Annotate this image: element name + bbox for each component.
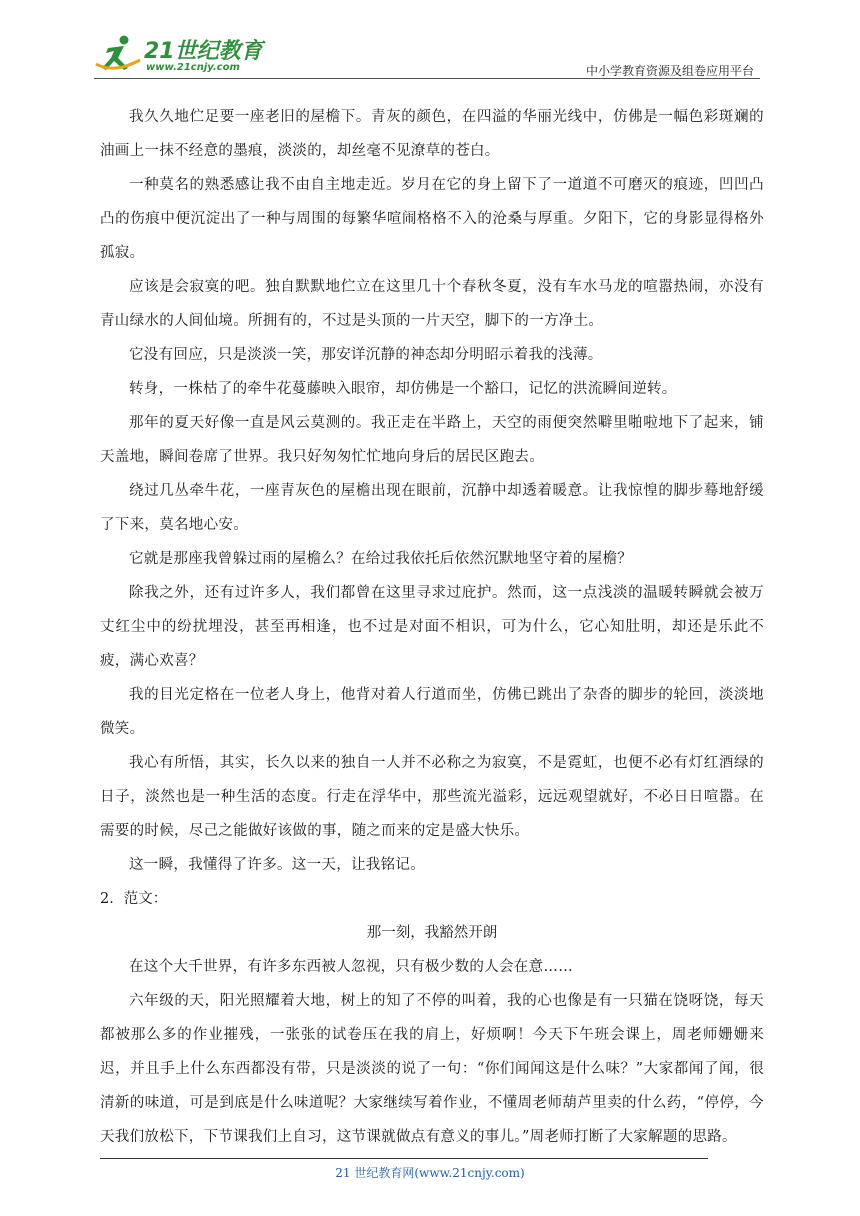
paragraph: 那年的夏天好像一直是风云莫测的。我正走在半路上，天空的雨便突然噼里啪啦地下了起来，铺天盖地，瞬间卷席了世界。我只好匆匆忙忙地向身后的居民区跑去。 [100,415,764,465]
header-divider [94,78,760,79]
paragraph: 我久久地伫足要一座老旧的屋檐下。青灰的颜色，在四溢的华丽光线中，仿佛是一幅色彩斑斓的油画上一抹不经意的墨痕，淡淡的，却丝毫不见潦草的苍白。 [100,109,764,159]
platform-name: 中小学教育资源及组卷应用平台 [585,64,754,78]
paragraph: 六年级的天，阳光照耀着大地，树上的知了不停的叫着，我的心也像是有一只猫在饶呀饶，每天都被那么多的作业摧残，一张张的试卷压在我的肩上，好烦啊！今天下午班会课上，周老师姗姗来迟，并且手上什么东西都没有带，只是淡淡的说了一句：“你们闻闻这是什么味？”大家都闻了闻，很清新的味道，可是到底是什么味道呢？大家继续写着作业，不懂周老师葫芦里卖的什么药，“停停，今天我们放松下，下节课我们上自习，这节课就做点有意义的事儿。”周老师打断了大家解题的思路。 [100,993,764,1145]
footer-divider [100,1158,708,1159]
essay-title: 那一刻，我豁然开朗 [366,925,498,941]
runner-logo-icon [94,34,142,74]
logo-title: 21世纪教育 [144,39,263,64]
logo [94,28,294,78]
logo-url: www.21cnjy.com [146,62,240,73]
page-footer: 21 世纪教育网(www.21cnjy.com) [335,1166,525,1180]
page-header [94,28,760,80]
paragraph: 在这个大千世界，有许多东西被人忽视，只有极少数的人会在意…… [129,959,573,975]
paragraph: 应该是会寂寞的吧。独自默默地伫立在这里几十个春秋冬夏，没有车水马龙的喧嚣热闹，亦没有青山绿水的人间仙境。所拥有的，不过是头顶的一片天空，脚下的一方净土。 [100,279,764,329]
paragraph: 一种莫名的熟悉感让我不由自主地走近。岁月在它的身上留下了一道道不可磨灭的痕迹，凹凹凸凸的伤痕中便沉淀出了一种与周围的每繁华喧闹格格不入的沧桑与厚重。夕阳下，它的身影显得格外孤寂。 [100,177,764,261]
document-body [100,100,764,1154]
item-label: 2．范文： [100,891,168,907]
paragraph: 它就是那座我曾躲过雨的屋檐么？在给过我依托后依然沉默地坚守着的屋檐？ [129,551,633,567]
paragraph: 除我之外，还有过许多人，我们都曾在这里寻求过庇护。然而，这一点浅淡的温暖转瞬就会被万丈红尘中的纷扰埋没，甚至再相逢，也不过是对面不相识，可为什么，它心知肚明，却还是乐此不疲，满心欢喜？ [100,585,764,669]
paragraph: 它没有回应，只是淡淡一笑，那安详沉静的神态却分明昭示着我的浅薄。 [129,347,603,363]
paragraph: 绕过几丛牵牛花，一座青灰色的屋檐出现在眼前，沉静中却透着暖意。让我惊惶的脚步蓦地舒缓了下来，莫名地心安。 [100,483,764,533]
paragraph: 我的目光定格在一位老人身上，他背对着人行道而坐，仿佛已跳出了杂沓的脚步的轮回，淡淡地微笑。 [100,687,764,737]
paragraph: 转身，一株枯了的牵牛花蔓藤映入眼帘，却仿佛是一个豁口，记忆的洪流瞬间逆转。 [129,381,677,397]
paragraph: 这一瞬，我懂得了许多。这一天，让我铭记。 [129,857,425,873]
paragraph: 我心有所悟，其实，长久以来的独自一人并不必称之为寂寞，不是霓虹，也便不必有灯红酒绿的日子，淡然也是一种生活的态度。行走在浮华中，那些流光溢彩，远远观望就好，不必日日喧嚣。在需要的时候，尽己之能做好该做的事，随之而来的定是盛大快乐。 [100,755,764,839]
